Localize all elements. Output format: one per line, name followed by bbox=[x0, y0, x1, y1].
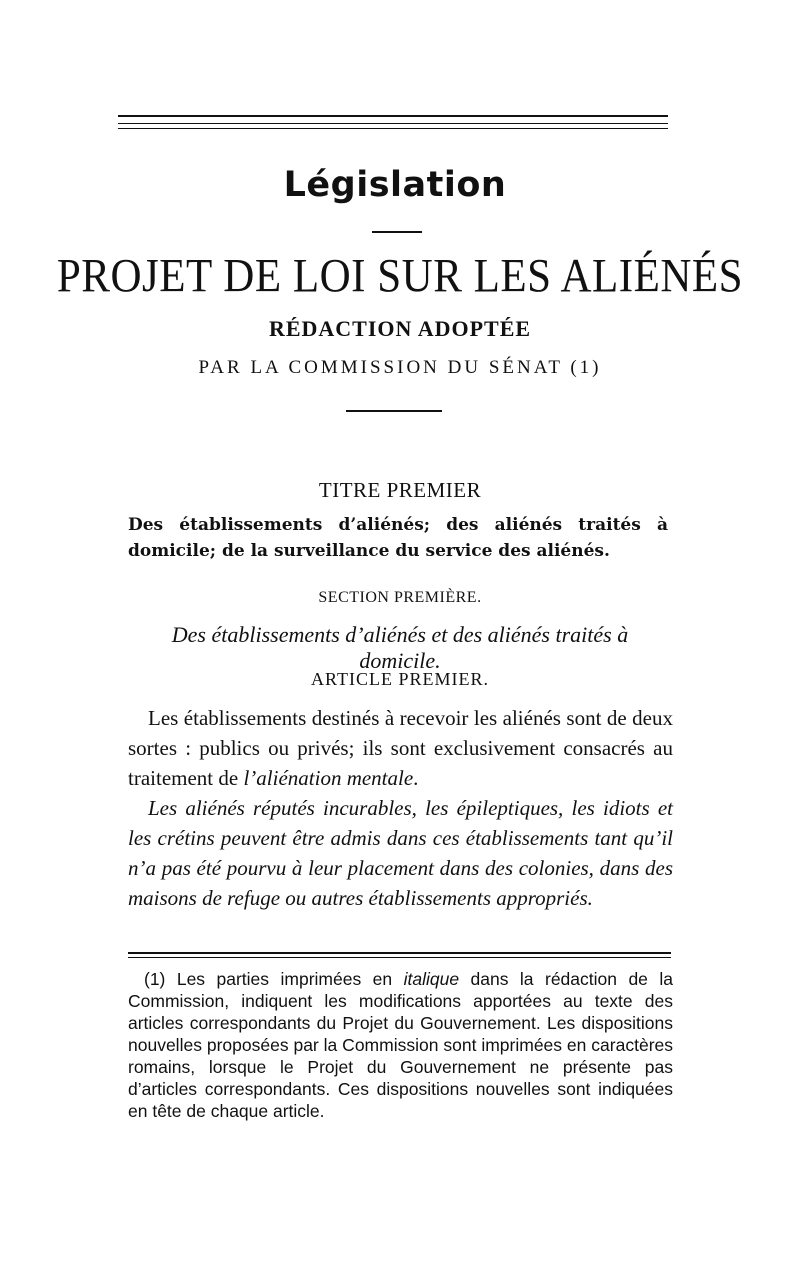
section-heading: Législation bbox=[283, 165, 507, 205]
article-body bbox=[128, 703, 673, 913]
para1-end: . bbox=[413, 766, 419, 790]
footnote-rule-thin bbox=[128, 957, 671, 958]
section-description: Des établissements d’aliénés et des aliénés traités à domicile. bbox=[171, 622, 629, 673]
titre-description: Des établissements d’aliénés; des aliénés traités à domicile; de la surveillance du service des aliénés. bbox=[128, 515, 668, 561]
article-paragraph-1 bbox=[128, 703, 673, 793]
subtitle: RÉDACTION ADOPTÉE bbox=[268, 316, 532, 341]
para1-italic: l’aliénation mentale bbox=[243, 766, 414, 790]
footnote-end: dans la rédaction de la Commission, indiquent les modifications apportées au texte des articles correspondants du Projet du Gouvernement. Les dispositions nouvelles proposées par la Commission sont imprimées en caractères romains, lorsque le Projet du Gouvernement ne présente pas d’articles correspondants. Ces dispositions nouvelles sont indiquées en tête de chaque article. bbox=[128, 969, 673, 1121]
top-double-rule bbox=[118, 115, 668, 117]
footnote-rule bbox=[128, 952, 671, 954]
footnote-start: (1) Les parties imprimées en bbox=[144, 969, 404, 989]
para1-start: Les établissements destinés à recevoir les aliénés sont de deux sortes : publics ou privés; ils sont exclusivement consacrés au traitement de bbox=[128, 706, 673, 790]
top-rule-thin-2 bbox=[118, 128, 668, 129]
footnote-italic: italique bbox=[403, 969, 460, 989]
article-paragraph-2: Les aliénés réputés incurables, les épileptiques, les idiots et les crétins peuvent être admis dans ces établissements tant qu’il n’a pas été pourvu à leur placement dans des colonies, dans des maisons de refuge ou autres établissements appropriés. bbox=[128, 796, 673, 910]
section-heading-small: SECTION PREMIÈRE. bbox=[318, 589, 482, 606]
titre-heading: TITRE PREMIER bbox=[318, 478, 482, 502]
footnote bbox=[128, 968, 673, 1122]
article-heading: ARTICLE PREMIER. bbox=[311, 669, 489, 689]
footnote-text bbox=[128, 968, 673, 1122]
top-rule-thin bbox=[118, 123, 668, 124]
page-title: PROJET DE LOI SUR LES ALIÉNÉS bbox=[56, 250, 744, 303]
divider-rule-2 bbox=[346, 410, 442, 412]
divider-rule bbox=[372, 231, 422, 233]
commission-line: PAR LA COMMISSION DU SÉNAT (1) bbox=[198, 357, 602, 378]
